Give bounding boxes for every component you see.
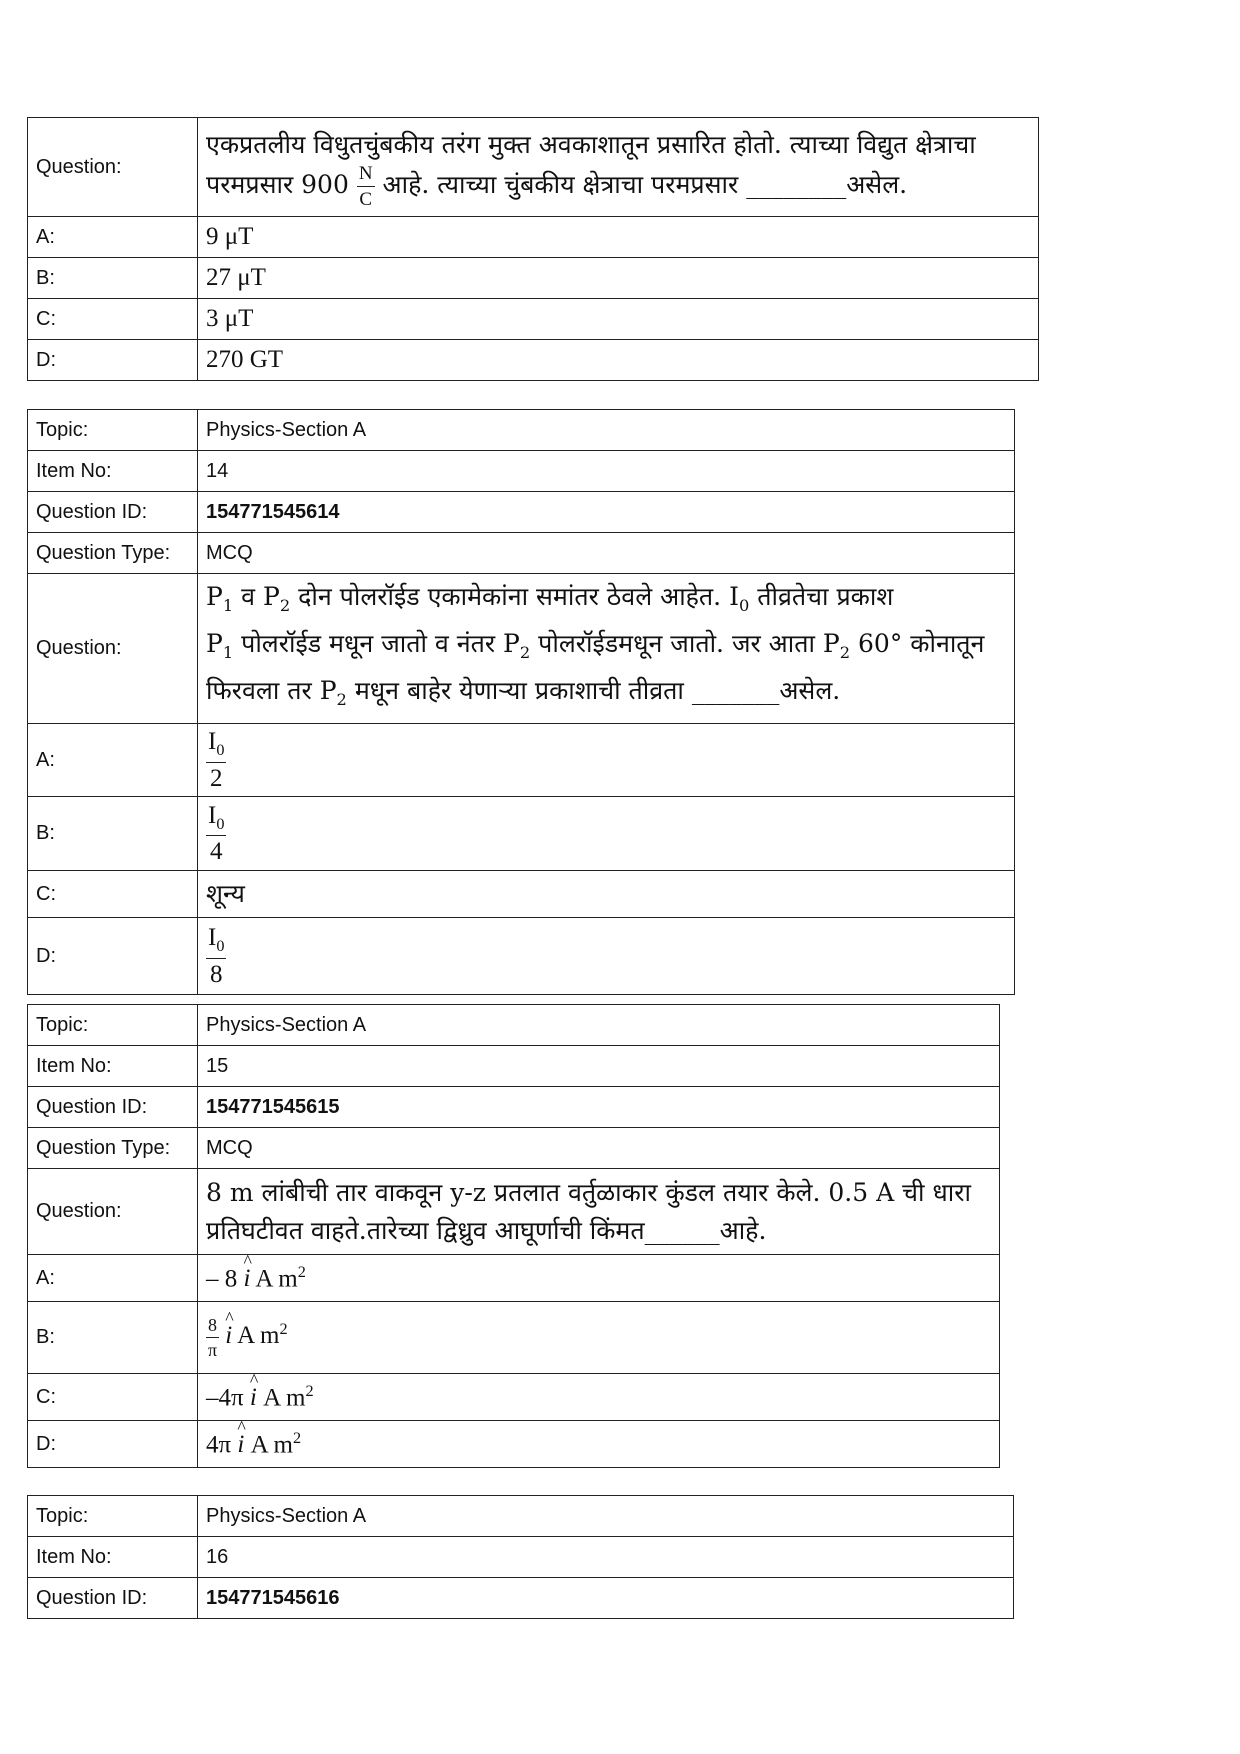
question-text bbox=[198, 574, 1015, 724]
fraction-numerator: N bbox=[357, 164, 375, 187]
item-no-value: 16 bbox=[198, 1537, 1014, 1578]
question-type-label: Question Type: bbox=[28, 533, 198, 574]
item-no-label: Item No: bbox=[28, 1046, 198, 1087]
topic-value: Physics-Section A bbox=[198, 1496, 1014, 1537]
option-c: –4π ^ i A $m^2$ bbox=[198, 1374, 1000, 1421]
question-line-2 bbox=[206, 164, 1030, 209]
question-line-2-end: आहे. त्याच्या चुंबकीय क्षेत्राचा परमप्रसार ________असेल. bbox=[382, 169, 908, 199]
option-c-label: C: bbox=[28, 1374, 198, 1421]
topic-label: Topic: bbox=[28, 410, 198, 451]
unit-vector-i: ^ i bbox=[250, 1384, 257, 1412]
option-b-label: B: bbox=[28, 258, 198, 299]
question-14-table bbox=[27, 409, 1015, 995]
option-c-label: C: bbox=[28, 871, 198, 918]
question-13-table bbox=[27, 117, 1039, 381]
question-text bbox=[198, 1169, 1000, 1255]
question-type-value: MCQ bbox=[198, 533, 1015, 574]
option-c: 3 μT bbox=[198, 299, 1039, 340]
question-line-1: एकप्रतलीय विधुतचुंबकीय तरंग मुक्त अवकाशातून प्रसारित होतो. त्याच्या विद्युत क्षेत्राचा bbox=[206, 129, 976, 159]
question-type-value: MCQ bbox=[198, 1128, 1000, 1169]
option-d-fraction: $\frac{I_0}{8}$ bbox=[208, 924, 225, 988]
question-16-table bbox=[27, 1495, 1014, 1619]
option-a bbox=[198, 724, 1015, 797]
option-b bbox=[198, 797, 1015, 871]
item-no-value: 14 bbox=[198, 451, 1015, 492]
question-id-label: Question ID: bbox=[28, 492, 198, 533]
question-text bbox=[198, 118, 1039, 217]
option-a-label: A: bbox=[28, 217, 198, 258]
question-type-label: Question Type: bbox=[28, 1128, 198, 1169]
option-a: 9 μT bbox=[198, 217, 1039, 258]
question-label: Question: bbox=[28, 118, 198, 217]
question-line-2: प्रतिघटीवत वाहते.तारेच्या द्विध्रुव आघूर्णाची किंमत______आहे. bbox=[206, 1215, 767, 1245]
unit-vector-i: ^ i bbox=[225, 1322, 232, 1350]
option-d-label: D: bbox=[28, 1421, 198, 1468]
option-b: $\frac{8}{\pi}$ ^ i A $m^2$ bbox=[198, 1302, 1000, 1374]
question-line-2: $P_1$ पोलरॉईड मधून जातो व नंतर $P_2$ पोलरॉईडमधून जातो. जर आता $P_2$ 60° कोनातून bbox=[206, 629, 985, 662]
unit-vector-i: ^ i bbox=[244, 1265, 251, 1293]
topic-label: Topic: bbox=[28, 1005, 198, 1046]
question-id-value: 154771545615 bbox=[198, 1087, 1000, 1128]
option-a-fraction: $\frac{I_0}{2}$ bbox=[208, 728, 225, 792]
question-line-3: फिरवला तर $P_2$ मधून बाहेर येणाऱ्या प्रकाशाची तीव्रता _______असेल. bbox=[206, 676, 841, 709]
question-label: Question: bbox=[28, 574, 198, 724]
item-no-value: 15 bbox=[198, 1046, 1000, 1087]
question-line-2-start: परमप्रसार 900 bbox=[206, 169, 349, 199]
option-c: शून्य bbox=[198, 871, 1015, 918]
unit-fraction bbox=[357, 164, 375, 209]
option-a: – 8 ^ i A $m^2$ bbox=[198, 1255, 1000, 1302]
option-b-label: B: bbox=[28, 797, 198, 871]
option-b-label: B: bbox=[28, 1302, 198, 1374]
option-d: 4π ^ i A $m^2$ bbox=[198, 1421, 1000, 1468]
option-b-fraction: $\frac{I_0}{4}$ bbox=[208, 801, 225, 866]
question-15-table bbox=[27, 1004, 1000, 1468]
question-id-value: 154771545614 bbox=[198, 492, 1015, 533]
question-label: Question: bbox=[28, 1169, 198, 1255]
item-no-label: Item No: bbox=[28, 451, 198, 492]
option-d bbox=[198, 918, 1015, 995]
question-id-value: 154771545616 bbox=[198, 1578, 1014, 1619]
option-d-label: D: bbox=[28, 340, 198, 381]
question-id-label: Question ID: bbox=[28, 1578, 198, 1619]
fraction-denominator: C bbox=[359, 188, 373, 210]
option-b-fraction: $\frac{8}{\pi}$ bbox=[207, 1315, 218, 1360]
option-b: 27 μT bbox=[198, 258, 1039, 299]
item-no-label: Item No: bbox=[28, 1537, 198, 1578]
option-a-label: A: bbox=[28, 1255, 198, 1302]
option-d: 270 GT bbox=[198, 340, 1039, 381]
unit-vector-i: ^ i bbox=[237, 1431, 244, 1459]
topic-value: Physics-Section A bbox=[198, 1005, 1000, 1046]
topic-label: Topic: bbox=[28, 1496, 198, 1537]
option-c-label: C: bbox=[28, 299, 198, 340]
question-line-1: 8 m लांबीची तार वाकवून y-z प्रतलात वर्तुळाकार कुंडल तयार केले. 0.5 A ची धारा bbox=[206, 1177, 971, 1207]
question-id-label: Question ID: bbox=[28, 1087, 198, 1128]
option-d-label: D: bbox=[28, 918, 198, 995]
option-a-label: A: bbox=[28, 724, 198, 797]
question-line-1: $P_1$ व $P_2$ दोन पोलरॉईड एकामेकांना समांतर ठेवले आहेत. $I_0$ तीव्रतेचा प्रकाश bbox=[206, 582, 894, 615]
topic-value: Physics-Section A bbox=[198, 410, 1015, 451]
